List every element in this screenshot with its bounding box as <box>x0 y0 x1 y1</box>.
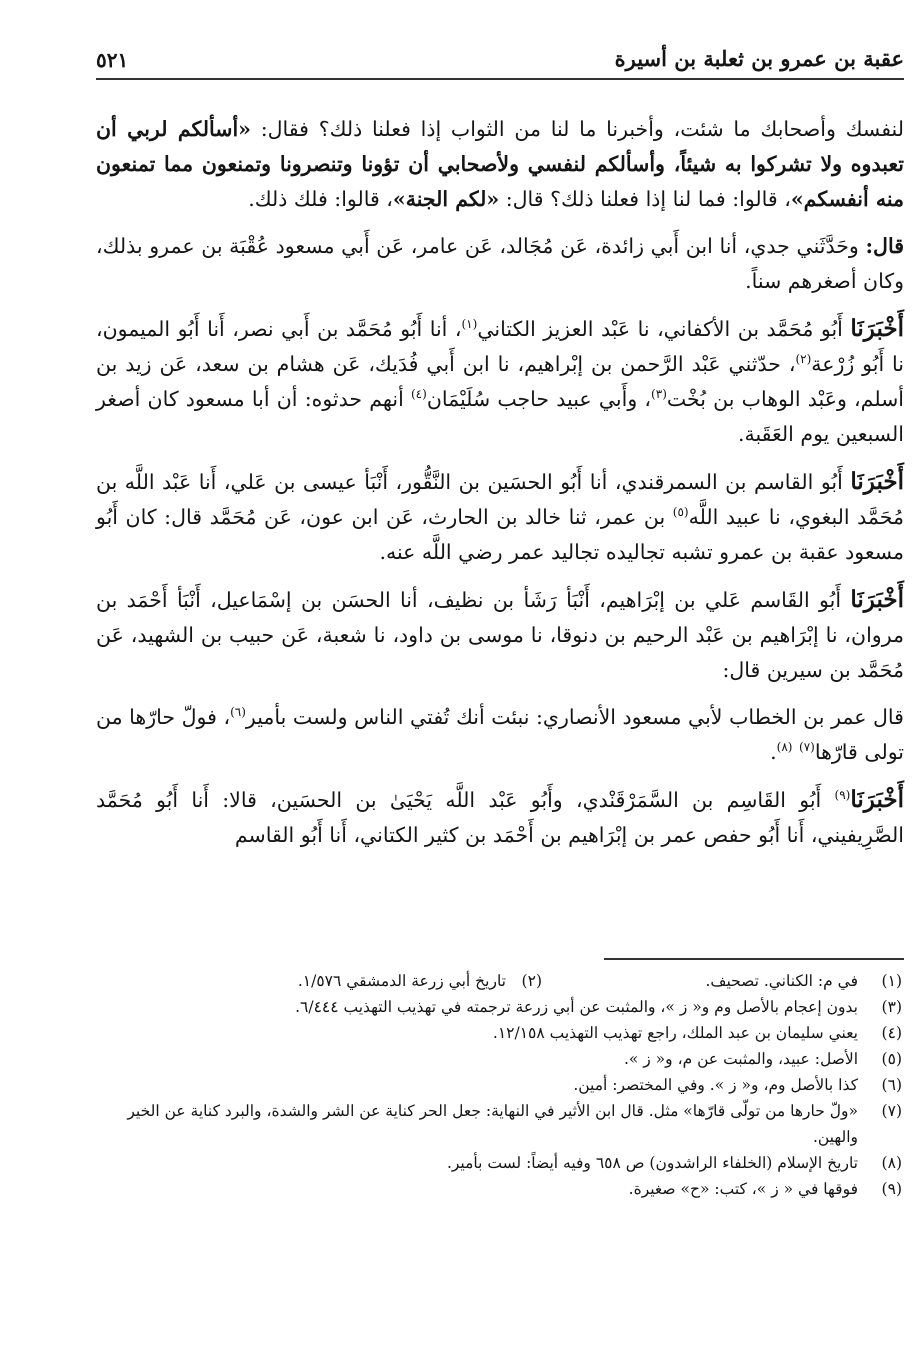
footnote-ref[interactable]: (٢) <box>795 352 812 367</box>
paragraph-lead: أَخْبَرَنَا <box>850 586 904 613</box>
footnote-3 <box>96 994 902 1020</box>
text-run: بن عمر، ثنا خالد بن الحارث، عَن ابن عون، عَن مُحَمَّد قال: كان أَبُو مسعود عقبة بن عمرو تشبه تجاليده تجاليد عمر رضي اللَّه عنه. <box>96 505 904 564</box>
text-run: ، حدّثني عَبْد الرَّحمن بن إبْراهيم، نا ابن أَبي فُدَيك، عَن هشام بن سعد، عَن زيد بن أسلم، وعَبْد الوهاب بن بُخْت <box>96 352 904 411</box>
footnote-text: فوقها في « ز »، كتب: «ح» صغيرة. <box>628 1180 858 1198</box>
footnote-text: يعني سليمان بن عبد الملك، راجع تهذيب التهذيب ١٢/١٥٨. <box>492 1024 858 1042</box>
footnote-number: (٨) <box>881 1154 902 1172</box>
paragraph-lead: أَخْبَرَنَا <box>850 786 904 813</box>
paragraph-2 <box>96 229 904 299</box>
quoted-speech: «لكم الجنة» <box>392 187 500 211</box>
footnote-number: (٦) <box>881 1076 902 1094</box>
footnote-divider <box>604 958 904 960</box>
running-title: عقبة بن عمرو بن ثعلبة بن أسيرة <box>614 46 904 71</box>
footnote-ref[interactable]: (٤) <box>410 387 427 402</box>
text-run: ، فولّ حارّها من تولى قارّها <box>96 705 904 764</box>
footnote-ref[interactable]: (١) <box>461 317 478 332</box>
text-run: ، قالوا: فما لنا إذا فعلنا ذلك؟ قال: <box>499 187 791 211</box>
text-run: لنفسك وأصحابك ما شئت، وأخبرنا ما لنا من الثواب إذا فعلنا ذلك؟ فقال: <box>250 117 904 141</box>
footnote-9 <box>96 1176 902 1202</box>
main-text <box>96 112 904 865</box>
text-run: ، قالوا: فلك ذلك. <box>248 187 393 211</box>
footnote-text: في م: الكناني. تصحيف. <box>705 972 858 990</box>
text-run: أَبُو القاسم بن السمرقندي، أنا أَبُو الحسَين بن النَّقُّور، أَنْبَأ عيسى بن عَلي، أَنا عَبْد اللَّه بن مُحَمَّد البغوي، نا عبيد اللَّه <box>96 470 904 529</box>
text-run: ، أنا أَبُو مُحَمَّد بن أَبي نصر، أَنا أَبُو الميمون، نا أَبُو زُرْعة <box>96 317 904 376</box>
footnote-text: كذا بالأصل وم، و« ز ». وفي المختصر: أمين. <box>573 1076 858 1094</box>
footnotes <box>96 968 902 1202</box>
footnote-text: «ولّ حارها من تولّى قارّها» مثل. قال ابن الأثير في النهاية: جعل الحر كناية عن الشر والشدة، والبرد كناية عن الخير والهين. <box>127 1102 858 1146</box>
footnote-6 <box>96 1072 902 1098</box>
footnote-row <box>96 968 902 994</box>
footnote-ref[interactable]: (٩) <box>834 788 851 803</box>
paragraph-4 <box>96 464 904 570</box>
footnote-text: تاريخ الإسلام (الخلفاء الراشدون) ص ٦٥٨ وفيه أيضاً: لست بأمير. <box>446 1154 858 1172</box>
text-run: أَبُو القَاسم عَلي بن إبْرَاهيم، أَنْبَأ رَشَأ بن نظيف، أنا الحسَن بن إسْمَاعيل، أَنْبَأ أَحْمَد بن مروان، نا إبْرَاهيم بن عَبْد الرحيم بن دنوقا، نا موسى بن داود، نا شعبة، عَن حبيب بن الشهيد، عَن مُحَمَّد بن سيرين قال: <box>96 588 904 682</box>
footnote-ref[interactable]: (٧) <box>799 740 815 755</box>
paragraph-1 <box>96 112 904 217</box>
footnote-number: (٤) <box>881 1024 902 1042</box>
footnote-text: بدون إعجام بالأصل وم و« ز »، والمثبت عن أبي زرعة ترجمته في تهذيب التهذيب ٦/٤٤٤. <box>295 998 858 1016</box>
text-run: . <box>770 740 777 764</box>
text-run: قال عمر بن الخطاب لأبي مسعود الأنصاري: نبئت أنك تُفتي الناس ولست بأمير <box>245 705 904 729</box>
running-head <box>96 42 904 80</box>
paragraph-5 <box>96 582 904 688</box>
page-number: ٥٢١ <box>96 48 129 72</box>
paragraph-lead: قال: <box>865 234 904 258</box>
footnote-ref[interactable]: (٥) <box>672 505 689 520</box>
text-run: وحَدَّثَني جدي، أنا ابن أَبي زائدة، عَن مُجَالد، عَن عامر، عَن أَبي مسعود عُقْبَة بن عمرو بذلك، وكان أصغرهم سناً. <box>96 234 904 293</box>
footnote-7 <box>96 1098 902 1150</box>
footnote-number: (١) <box>881 972 902 990</box>
footnote-number: (٥) <box>881 1050 902 1068</box>
footnote-number: (٣) <box>881 998 902 1016</box>
footnote-5 <box>96 1046 902 1072</box>
footnote-number: (٩) <box>881 1180 902 1198</box>
text-run: أَبُو القَاسِم بن السَّمَرْقَنْدي، وأَبُو عَبْد اللَّه يَحْيَىٰ بن الحسَين، قالا: أَنا أَبُو مُحَمَّد الصَّرِيفيني، أَنا أَبُو حفص عمر بن إبْرَاهيم بن أَحْمَد بن كثير الكتاني، أَنا أَبُو القاسم <box>96 788 904 847</box>
quoted-speech: «أسألكم لربي أن تعبدوه ولا تشركوا به شيئاً، وأسألكم لنفسي ولأصحابي أن تؤونا وتنصرونا وتمنعون مما تمنعون منه أنفسكم» <box>96 117 904 211</box>
paragraph-6 <box>96 700 904 770</box>
text-run: أنهم حدثوه: أن أبا مسعود كان أصغر السبعين يوم العَقَبة. <box>96 387 904 446</box>
footnote-8 <box>96 1150 902 1176</box>
footnote-number: (٢) <box>521 972 542 990</box>
paragraph-7 <box>96 782 904 853</box>
footnote-text: تاريخ أبي زرعة الدمشقي ١/٥٧٦. <box>297 972 506 990</box>
footnote-1 <box>542 968 902 994</box>
paragraph-lead: أَخْبَرَنَا <box>850 315 904 342</box>
footnote-4 <box>96 1020 902 1046</box>
paragraph-lead: أَخْبَرَنَا <box>850 468 904 495</box>
footnote-ref[interactable]: (٣) <box>651 387 667 402</box>
text-run: ، وأَبي عبيد حاجب سُلَيْمَان <box>426 387 652 411</box>
footnote-number: (٧) <box>881 1102 902 1120</box>
footnote-ref[interactable]: (٨) <box>776 740 793 755</box>
paragraph-3 <box>96 311 904 452</box>
text-run: أَبُو مُحَمَّد بن الأكفاني، نا عَبْد العزيز الكتاني <box>477 317 851 341</box>
footnote-2 <box>298 968 542 994</box>
footnote-ref[interactable]: (٦) <box>230 705 246 720</box>
footnote-text: الأصل: عبيد، والمثبت عن م، و« ز ». <box>623 1050 858 1068</box>
